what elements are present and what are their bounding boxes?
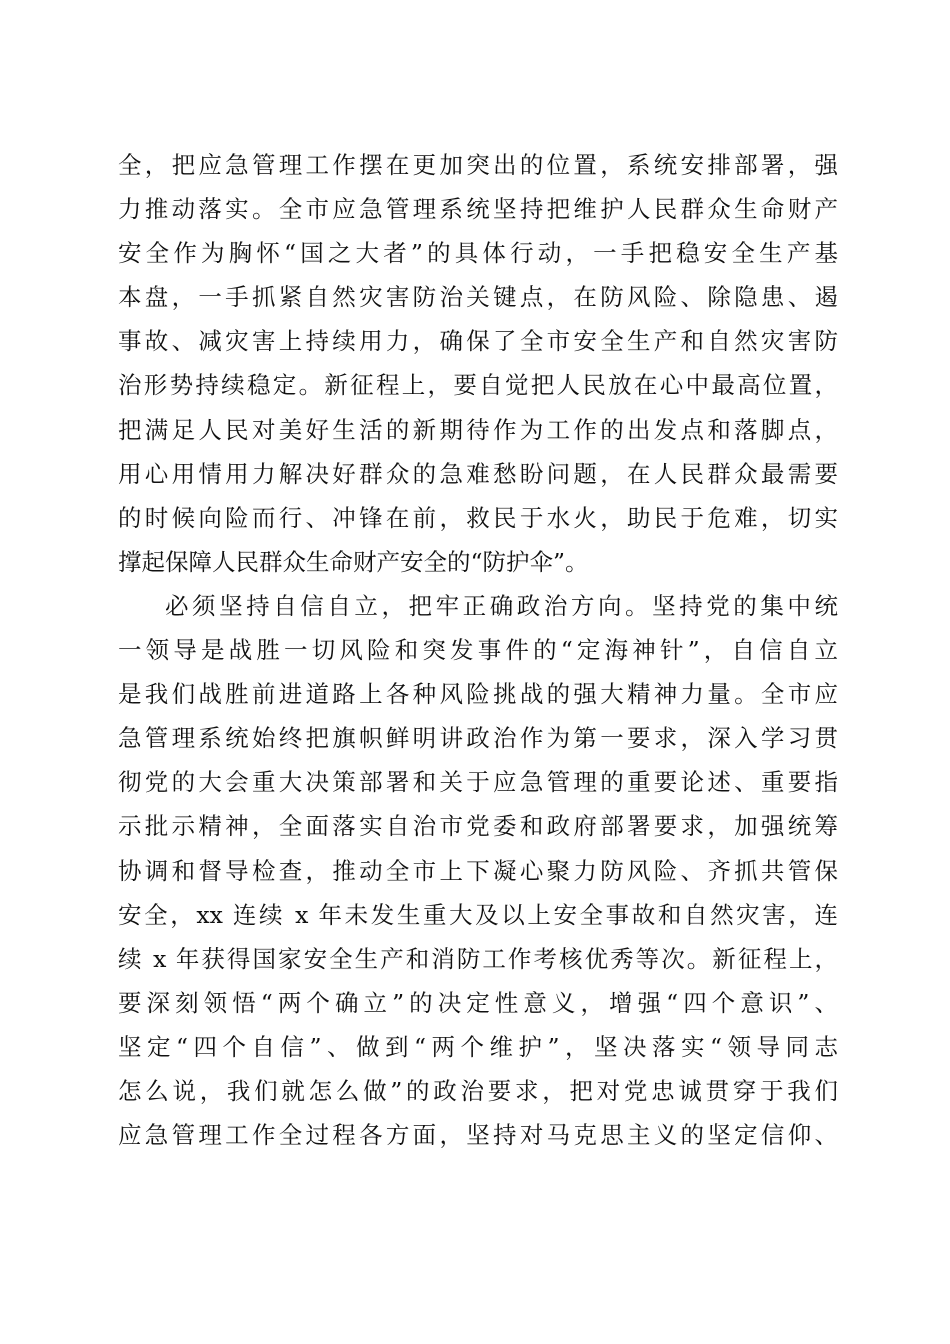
text-line: 必须坚持自信自立，把牢正确政治方向。坚持党的集中统 xyxy=(165,591,838,620)
text-line: 全，把应急管理工作摆在更加突出的位置，系统安排部署，强 xyxy=(118,151,838,179)
text-line: 急管理系统始终把旗帜鲜明讲政治作为第一要求，深入学习贯 xyxy=(118,724,838,753)
text-line: 安全，xx 连续 x 年未发生重大及以上安全事故和自然灾害，连 xyxy=(118,900,838,929)
text-line: 坚定“四个自信”、做到“两个维护”，坚决落实“领导同志 xyxy=(118,1032,838,1061)
text-line: 要深刻领悟“两个确立”的决定性意义，增强“四个意识”、 xyxy=(118,988,838,1017)
text-line: 用心用情用力解决好群众的急难愁盼问题，在人民群众最需要 xyxy=(118,459,838,488)
text-line: 本盘，一手抓紧自然灾害防治关键点，在防风险、除隐患、遏 xyxy=(118,283,838,312)
text-line: 把满足人民对美好生活的新期待作为工作的出发点和落脚点， xyxy=(118,415,838,444)
text-line: 应急管理工作全过程各方面，坚持对马克思主义的坚定信仰、 xyxy=(118,1121,838,1150)
text-line: 撑起保障人民群众生命财产安全的“防护伞”。 xyxy=(118,547,589,576)
text-line: 示批示精神，全面落实自治市党委和政府部署要求，加强统筹 xyxy=(118,812,838,841)
text-line: 怎么说，我们就怎么做”的政治要求，把对党忠诚贯穿于我们 xyxy=(118,1076,838,1105)
text-line: 力推动落实。全市应急管理系统坚持把维护人民群众生命财产 xyxy=(118,195,838,224)
text-line: 协调和督导检查，推动全市上下凝心聚力防风险、齐抓共管保 xyxy=(118,856,838,885)
text-line: 是我们战胜前进道路上各种风险挑战的强大精神力量。全市应 xyxy=(118,680,838,709)
text-line: 的时候向险而行、冲锋在前，救民于水火，助民于危难，切实 xyxy=(118,503,838,532)
paragraph-1 xyxy=(118,143,838,584)
document-body xyxy=(118,143,838,1157)
text-line: 彻党的大会重大决策部署和关于应急管理的重要论述、重要指 xyxy=(118,768,838,797)
text-line: 续 x 年获得国家安全生产和消防工作考核优秀等次。新征程上， xyxy=(118,944,838,973)
paragraph-2 xyxy=(118,584,838,1157)
text-line: 事故、减灾害上持续用力，确保了全市安全生产和自然灾害防 xyxy=(118,327,838,356)
text-line: 治形势持续稳定。新征程上，要自觉把人民放在心中最高位置， xyxy=(118,371,838,400)
text-line: 安全作为胸怀“国之大者”的具体行动，一手把稳安全生产基 xyxy=(118,239,838,268)
text-line: 一领导是战胜一切风险和突发事件的“定海神针”，自信自立 xyxy=(118,636,838,665)
